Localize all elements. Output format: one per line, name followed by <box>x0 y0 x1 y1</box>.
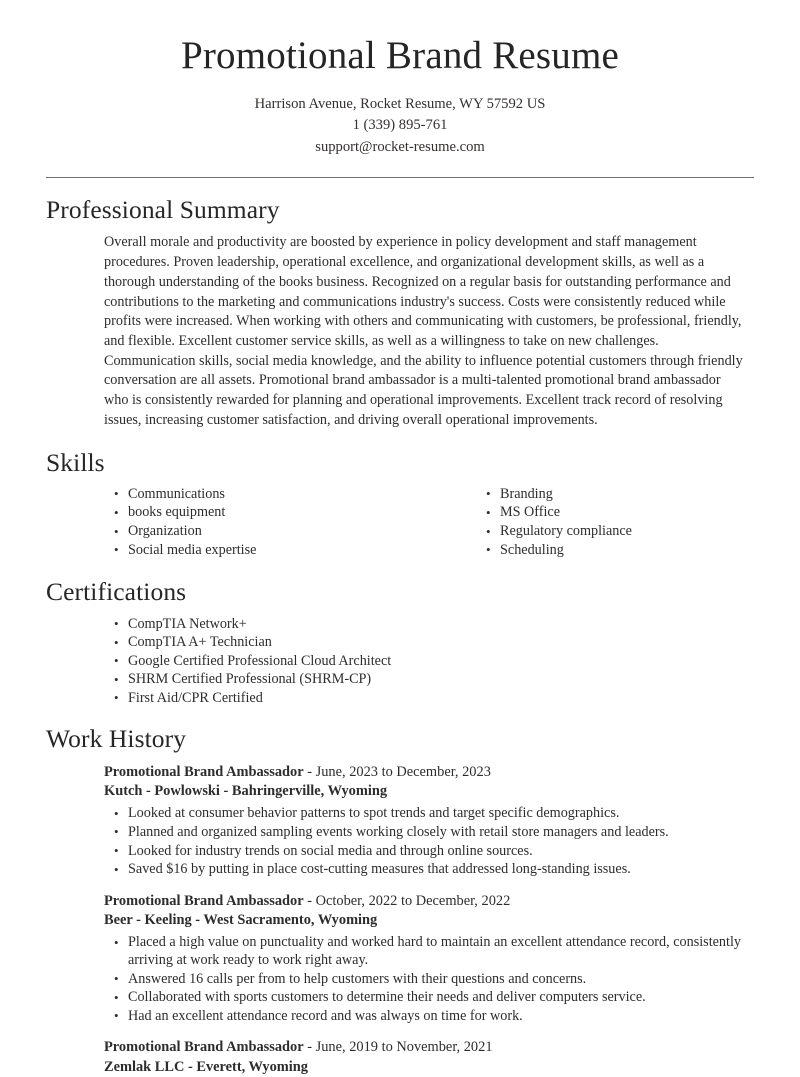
section-skills <box>46 448 754 561</box>
work-history-entry <box>104 1038 754 1077</box>
job-company: Kutch - Powlowski - Bahringerville, Wyoming <box>104 783 388 800</box>
list-item: • Saved $16 by putting in place cost-cutting measures that addressed long-standing issues. <box>114 861 754 879</box>
job-title: Promotional Brand Ambassador <box>104 892 304 909</box>
list-item: • Placed a high value on punctuality and worked hard to maintain an excellent attendance record, consistently arriving at work ready to work right away. <box>114 934 754 969</box>
skills-column-left <box>114 486 434 560</box>
list-item: • Scheduling <box>486 542 754 560</box>
job-company: Zemlak LLC - Everett, Wyoming <box>104 1058 308 1075</box>
list-item: • SHRM Certified Professional (SHRM-CP) <box>114 671 754 689</box>
skills-list-right <box>486 486 754 559</box>
job-title: Promotional Brand Ambassador <box>104 1039 304 1056</box>
section-work-history <box>46 724 754 1076</box>
contact-phone: 1 (339) 895-761 <box>352 117 448 134</box>
section-heading-skills: Skills <box>46 447 105 477</box>
job-company: Beer - Keeling - West Sacramento, Wyoming <box>104 912 378 929</box>
work-history-entry <box>104 892 754 1026</box>
list-item: • Collaborated with sports customers to determine their needs and deliver computers service. <box>114 989 754 1007</box>
skills-columns <box>46 486 754 560</box>
list-item: • First Aid/CPR Certified <box>114 690 754 708</box>
section-certifications <box>46 577 754 707</box>
section-heading-certifications: Certifications <box>46 577 187 607</box>
list-item: • MS Office <box>486 504 754 522</box>
list-item: • Looked at consumer behavior patterns to spot trends and target specific demographics. <box>114 805 754 823</box>
list-item: • Planned and organized sampling events working closely with retail store managers and leaders. <box>114 824 754 842</box>
list-item: • books equipment <box>114 504 434 522</box>
header-divider <box>46 177 754 178</box>
job-bullets <box>104 934 754 1025</box>
skills-column-right <box>434 486 754 560</box>
list-item: • Regulatory compliance <box>486 523 754 541</box>
work-history-body <box>46 763 754 1077</box>
list-item: • CompTIA A+ Technician <box>114 634 754 652</box>
job-headline <box>104 892 754 911</box>
contact-address: Harrison Avenue, Rocket Resume, WY 57592 US <box>254 95 546 112</box>
summary-paragraph: Overall morale and productivity are boosted by experience in policy development and staff management procedures. Proven leadership, operational excellence, and organizational development skills, as well as a thorough understanding of the books business. Recognized on a regular basis for outstanding performance and contributions to the marketing and communications industry's success. Costs were consistently reduced while profits were increased. When working with others and communicating with customers, be professional, friendly, and flexible. Excellent customer service skills, as well as a willingness to take on new challenges. Communication skills, social media knowledge, and the ability to influence potential customers through friendly conversation are all assets. Promotional brand ambassador is a multi-talented promotional brand ambassador who is consistently rewarded for planning and operational improvements. Excellent track record of resolving issues, increasing customer satisfaction, and driving overall operational improvements. <box>104 234 743 428</box>
list-item: • Had an excellent attendance record and was always on time for work. <box>114 1008 754 1026</box>
list-item: • CompTIA Network+ <box>114 616 754 634</box>
section-heading-work-history: Work History <box>46 724 187 754</box>
list-item: • Social media expertise <box>114 542 434 560</box>
certifications-list <box>114 616 754 708</box>
list-item: • Organization <box>114 523 434 541</box>
list-item: • Google Certified Professional Cloud Architect <box>114 653 754 671</box>
list-item: • Answered 16 calls per from to help customers with their questions and concerns. <box>114 971 754 989</box>
contact-email: support@rocket-resume.com <box>315 138 485 155</box>
summary-body <box>46 233 754 430</box>
section-professional-summary <box>46 195 754 430</box>
job-bullets <box>104 805 754 878</box>
job-title: Promotional Brand Ambassador <box>104 763 304 780</box>
list-item: • Looked for industry trends on social media and through online sources. <box>114 843 754 861</box>
job-dates: - June, 2019 to November, 2021 <box>303 1039 493 1056</box>
certifications-body <box>46 616 754 708</box>
job-headline <box>104 763 754 782</box>
list-item: • Communications <box>114 486 434 504</box>
section-heading-summary: Professional Summary <box>46 195 280 225</box>
list-item: • Branding <box>486 486 754 504</box>
skills-list-left <box>114 486 434 559</box>
job-dates: - June, 2023 to December, 2023 <box>303 763 491 780</box>
page-title: Promotional Brand Resume <box>180 34 620 77</box>
job-dates: - October, 2022 to December, 2022 <box>303 892 511 909</box>
resume-header <box>46 0 754 158</box>
job-headline <box>104 1038 754 1057</box>
work-history-entry <box>104 763 754 879</box>
